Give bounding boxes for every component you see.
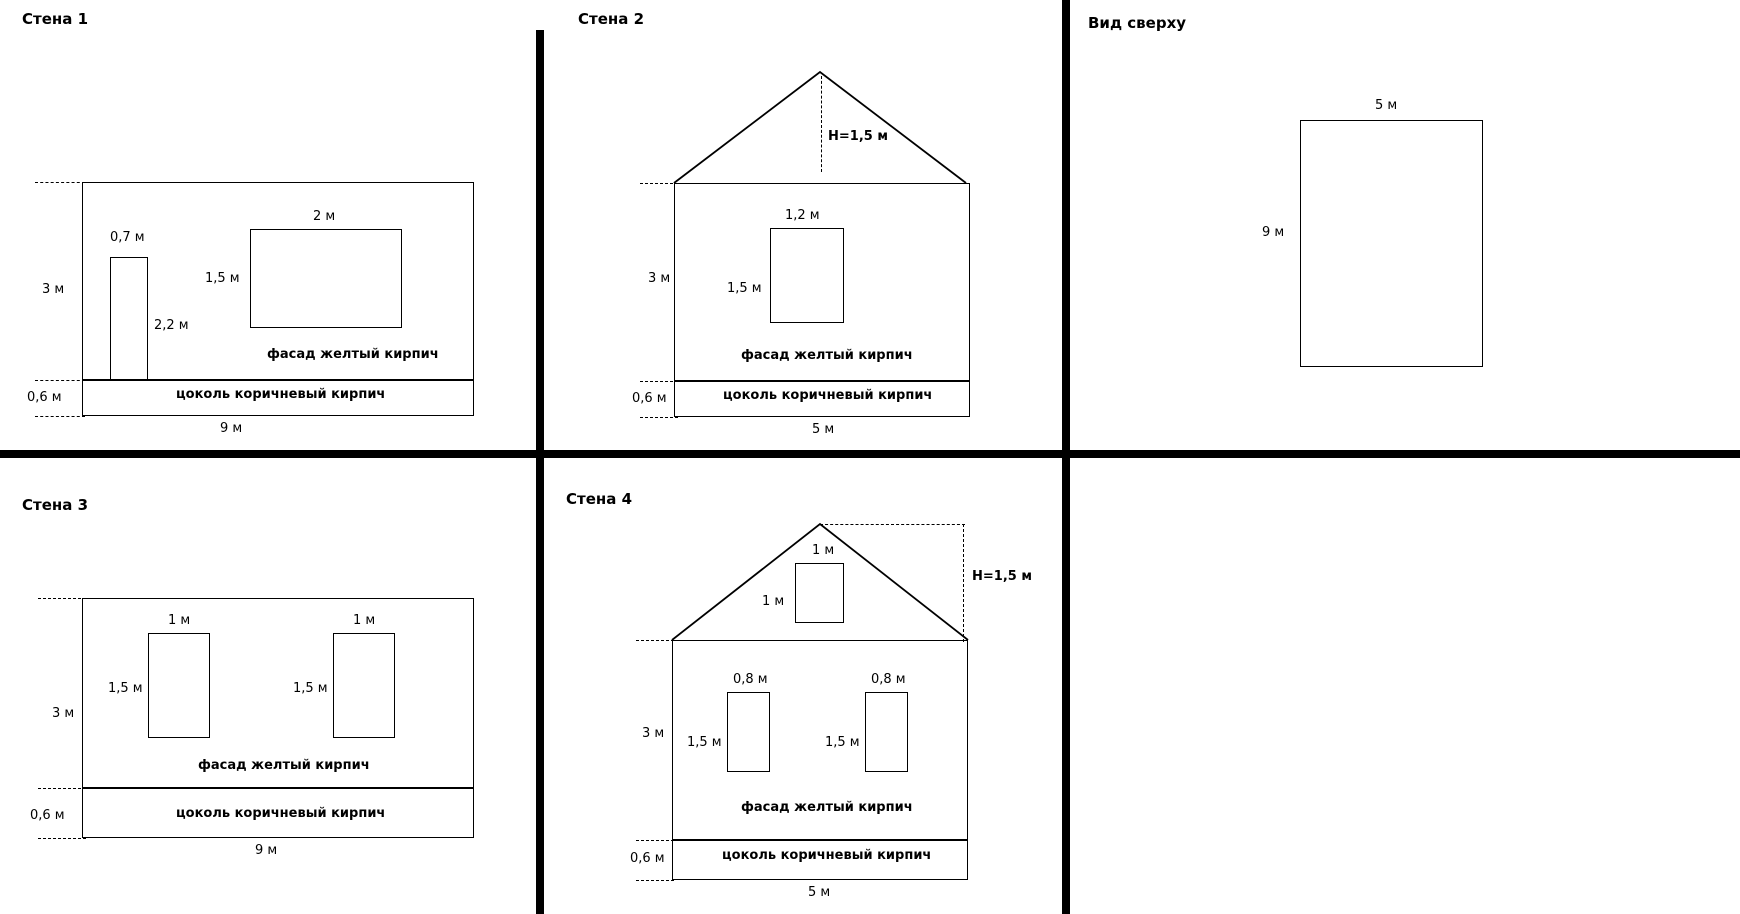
wall4-plinth-height-label: 0,6 м [630, 851, 665, 866]
wall4-facade-material-label: фасад желтый кирпич [741, 800, 913, 815]
panel-title-wall3: Стена 3 [22, 496, 89, 514]
wall3-facade-material-label: фасад желтый кирпич [198, 758, 370, 773]
wall2-width-label: 5 м [812, 422, 835, 437]
wall3-window-right-rect [333, 633, 395, 738]
wall2-gable-height-label: H=1,5 м [828, 129, 888, 144]
wall4-window-left-height-label: 1,5 м [687, 735, 722, 750]
wall2-dim-bottom-dash [640, 417, 678, 418]
wall1-dim-bottom-dash [35, 416, 85, 417]
wall4-gable-window-height-label: 1 м [762, 594, 785, 609]
wall4-gable-top-dash [820, 524, 965, 525]
wall1-dim-top-dash [35, 182, 85, 183]
wall1-dim-mid-dash [35, 380, 85, 381]
top-view-depth-label: 9 м [1262, 225, 1285, 240]
wall1-width-label: 9 м [220, 421, 243, 436]
wall4-window-left-rect [727, 692, 770, 772]
wall2-height-label: 3 м [648, 271, 671, 286]
wall4-plinth-material-label: цоколь коричневый кирпич [722, 848, 932, 863]
wall1-plinth-height-label: 0,6 м [27, 390, 62, 405]
wall4-dim-mid-dash [636, 840, 674, 841]
wall1-door-height-label: 2,2 м [154, 318, 189, 333]
wall4-gable-height-dash [963, 524, 964, 642]
wall3-dim-mid-dash [38, 788, 86, 789]
wall3-dim-bottom-dash [38, 838, 86, 839]
wall4-width-label: 5 м [808, 885, 831, 900]
wall3-plinth-material-label: цоколь коричневый кирпич [176, 806, 386, 821]
wall3-window-left-height-label: 1,5 м [108, 681, 143, 696]
wall2-window-rect [770, 228, 844, 323]
panel-title-wall4: Стена 4 [566, 490, 633, 508]
wall3-dim-top-dash [38, 598, 86, 599]
wall1-window-height-label: 1,5 м [205, 271, 240, 286]
wall4-gable-window-rect [795, 563, 844, 623]
panel-title-wall1: Стена 1 [22, 10, 89, 28]
wall2-dim-top-dash [640, 183, 678, 184]
divider-vertical-left [536, 30, 544, 914]
wall4-dim-top-dash [636, 640, 674, 641]
wall2-facade-material-label: фасад желтый кирпич [741, 348, 913, 363]
wall1-door-rect [110, 257, 148, 380]
wall2-plinth-material-label: цоколь коричневый кирпич [723, 388, 933, 403]
wall3-window-right-height-label: 1,5 м [293, 681, 328, 696]
wall4-gable-window-width-label: 1 м [812, 543, 835, 558]
wall4-window-right-height-label: 1,5 м [825, 735, 860, 750]
wall2-gable-height-dash [821, 76, 822, 172]
wall1-height-label: 3 м [42, 282, 65, 297]
wall2-dim-mid-dash [640, 381, 678, 382]
wall3-width-label: 9 м [255, 843, 278, 858]
panel-title-wall2: Стена 2 [578, 10, 645, 28]
wall1-facade-material-label: фасад желтый кирпич [267, 347, 439, 362]
wall1-door-width-label: 0,7 м [110, 230, 145, 245]
wall3-height-label: 3 м [52, 706, 75, 721]
wall4-gable-height-label: H=1,5 м [972, 569, 1032, 584]
wall1-plinth-material-label: цоколь коричневый кирпич [176, 387, 386, 402]
panel-title-top-view: Вид сверху [1088, 14, 1187, 32]
wall2-window-width-label: 1,2 м [785, 208, 820, 223]
wall3-plinth-height-label: 0,6 м [30, 808, 65, 823]
wall3-window-left-rect [148, 633, 210, 738]
wall4-window-right-width-label: 0,8 м [871, 672, 906, 687]
wall2-gable-roof [672, 70, 972, 185]
wall2-plinth-height-label: 0,6 м [632, 391, 667, 406]
top-view-rect [1300, 120, 1483, 367]
wall4-dim-bottom-dash [636, 880, 674, 881]
top-view-width-label: 5 м [1375, 98, 1398, 113]
wall3-window-right-width-label: 1 м [353, 613, 376, 628]
wall1-window-width-label: 2 м [313, 209, 336, 224]
wall4-window-right-rect [865, 692, 908, 772]
divider-horizontal [0, 450, 1740, 458]
wall2-window-height-label: 1,5 м [727, 281, 762, 296]
wall4-height-label: 3 м [642, 726, 665, 741]
wall4-window-left-width-label: 0,8 м [733, 672, 768, 687]
wall1-window-rect [250, 229, 402, 328]
wall3-window-left-width-label: 1 м [168, 613, 191, 628]
